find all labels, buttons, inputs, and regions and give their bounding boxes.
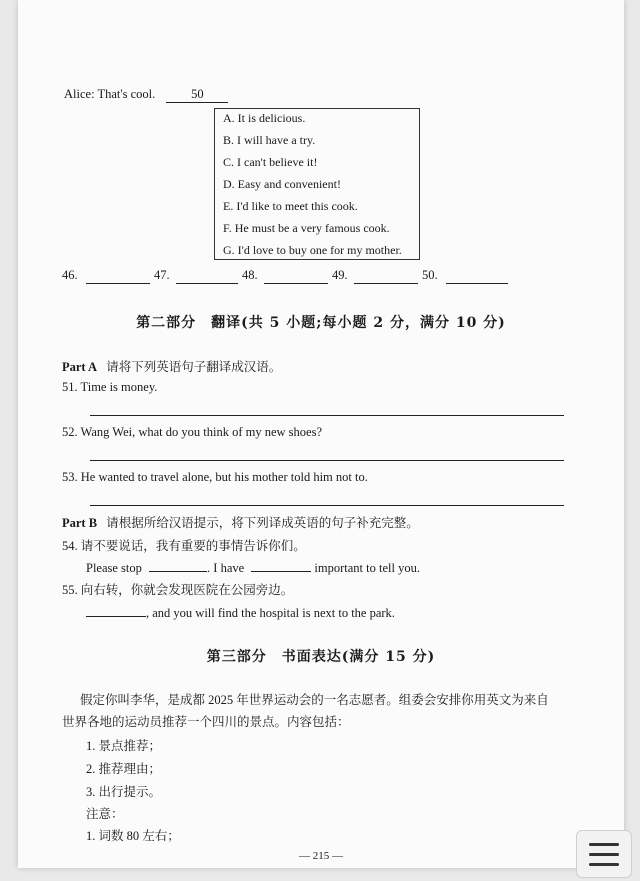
q54-blank-1[interactable] (149, 558, 207, 572)
part3-title: 第三部分 书面表达(满分 15 分) (206, 649, 436, 665)
option-c: C. I can't believe it! (223, 155, 318, 169)
content-item-2: 2. 推荐理由； (86, 762, 162, 776)
blank-50: 50 (166, 87, 228, 103)
question-51: 51. Time is money. (62, 380, 158, 394)
content-item-1: 1. 景点推荐； (86, 739, 162, 753)
answer-blank-46[interactable] (86, 283, 150, 284)
option-b: B. I will have a try. (223, 133, 316, 147)
q54-part-a: Please stop (86, 561, 142, 575)
content-item-3: 3. 出行提示。 (86, 785, 162, 799)
page-number: — 215 — (299, 850, 343, 862)
option-g: G. I'd love to buy one for my mother. (223, 243, 402, 257)
question-55-sentence (86, 603, 395, 621)
question-52: 52. Wang Wei, what do you think of my new shoes? (62, 425, 322, 439)
prompt-line-2: 世界各地的运动员推荐一个四川的景点。内容包括： (62, 715, 350, 729)
partA-label: Part A (62, 360, 98, 374)
answer-label-46: 46. (62, 268, 78, 282)
answer-label-48: 48. (242, 268, 258, 282)
option-f: F. He must be a very famous cook. (223, 221, 390, 235)
question-53: 53. He wanted to travel alone, but his mother told him not to. (62, 470, 368, 484)
partB-label: Part B (62, 516, 98, 530)
option-d: D. Easy and convenient! (223, 177, 341, 191)
note-label: 注意： (86, 807, 124, 821)
part2-title: 第二部分 翻译(共 5 小题;每小题 2 分，满分 10 分) (136, 315, 506, 331)
option-e: E. I'd like to meet this cook. (223, 199, 358, 213)
partB-heading (62, 513, 419, 531)
answer-line-52[interactable] (90, 460, 564, 461)
answer-label-49: 49. (332, 268, 348, 282)
answer-label-50: 50. (422, 268, 438, 282)
q55-part-b: , and you will find the hospital is next to the park. (146, 606, 395, 620)
dialogue-text: Alice: That's cool. (64, 87, 156, 101)
options-box (214, 108, 420, 260)
dialogue-line (64, 87, 228, 103)
answer-blank-48[interactable] (264, 283, 328, 284)
q54-blank-2[interactable] (251, 558, 311, 572)
note-item-1: 1. 词数 80 左右； (86, 829, 180, 843)
exam-page (18, 0, 624, 868)
q54-part-c: important to tell you. (314, 561, 420, 575)
answer-blank-47[interactable] (176, 283, 238, 284)
answer-line-53[interactable] (90, 505, 564, 506)
question-55: 55. 向右转，你就会发现医院在公园旁边。 (62, 583, 294, 597)
q55-blank[interactable] (86, 603, 146, 617)
prompt-line-1: 假定你叫李华，是成都 2025 年世界运动会的一名志愿者。组委会安排你用英文为来自 (80, 693, 549, 707)
answer-blank-50[interactable] (446, 283, 508, 284)
question-54: 54. 请不要说话，我有重要的事情告诉你们。 (62, 539, 306, 553)
menu-button[interactable] (576, 830, 632, 878)
partA-instruction: 请将下列英语句子翻译成汉语。 (106, 360, 282, 374)
answer-label-47: 47. (154, 268, 170, 282)
answer-blank-49[interactable] (354, 283, 418, 284)
partA-heading (62, 357, 281, 375)
answer-line-51[interactable] (90, 415, 564, 416)
partB-instruction: 请根据所给汉语提示，将下列译成英语的句子补充完整。 (106, 516, 419, 530)
question-54-sentence (86, 558, 420, 576)
option-a: A. It is delicious. (223, 111, 306, 125)
q54-part-b: . I have (207, 561, 245, 575)
